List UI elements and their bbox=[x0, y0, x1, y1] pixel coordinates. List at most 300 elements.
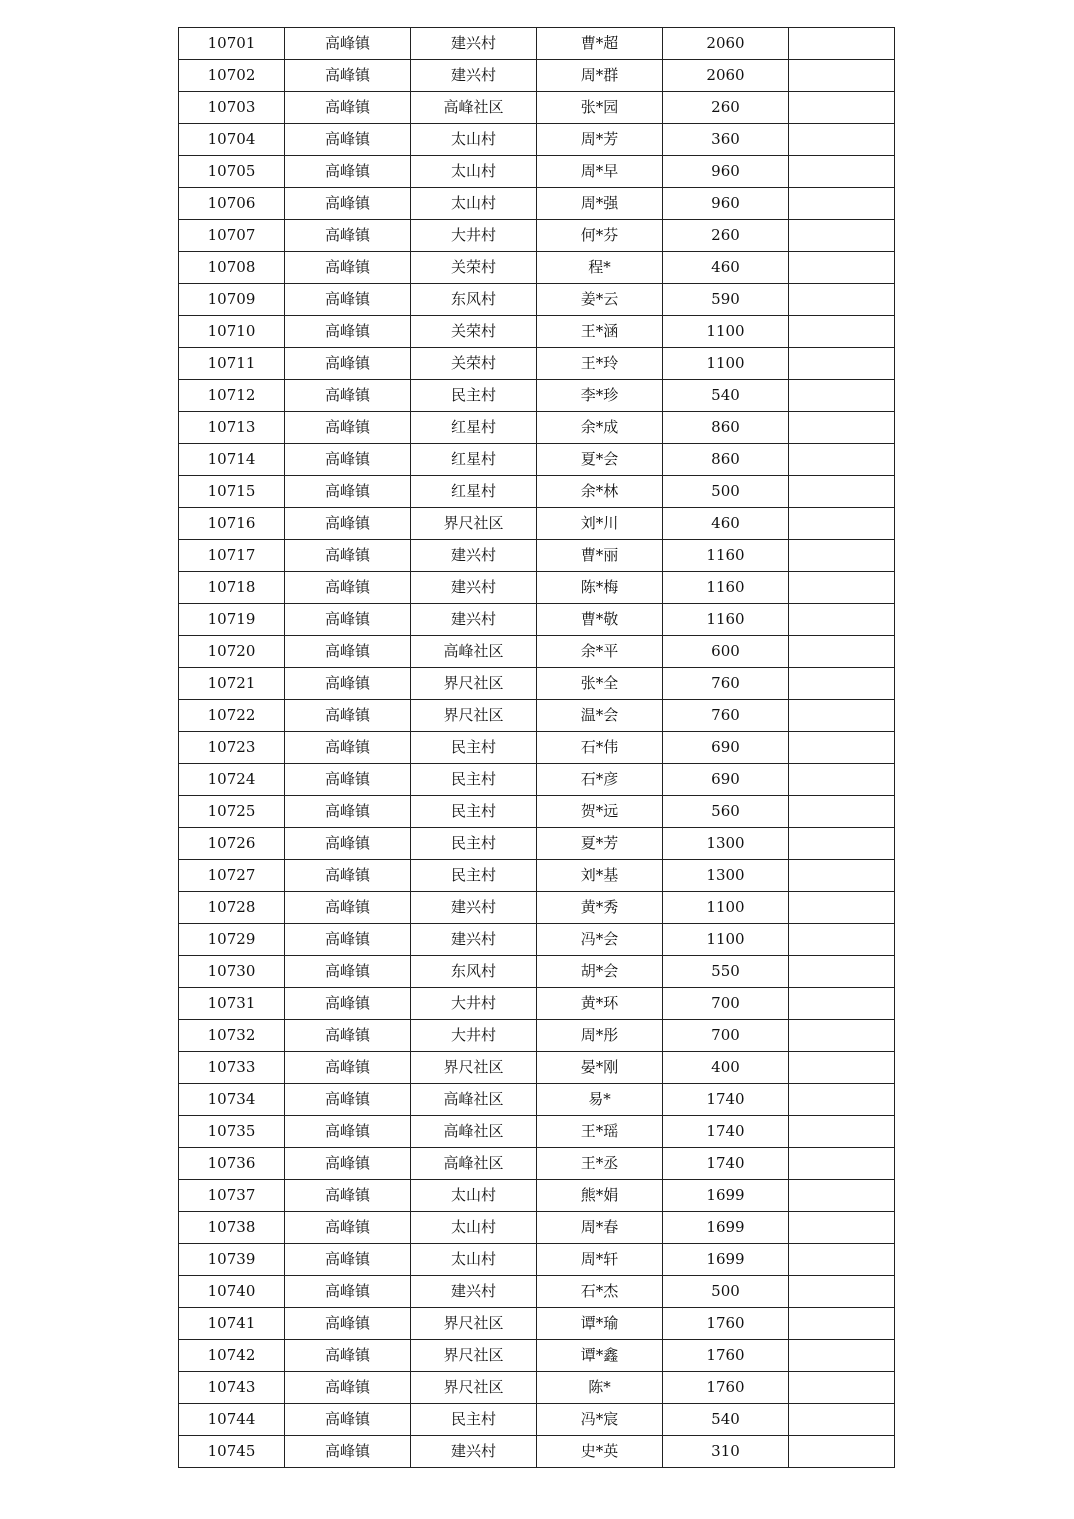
village-name-cell: 建兴村 bbox=[411, 892, 537, 924]
town-name-cell: 高峰镇 bbox=[285, 1148, 411, 1180]
table-row bbox=[179, 28, 895, 60]
village-name-cell: 太山村 bbox=[411, 124, 537, 156]
village-name-cell: 红星村 bbox=[411, 444, 537, 476]
table-row bbox=[179, 92, 895, 124]
table-row bbox=[179, 220, 895, 252]
table-row bbox=[179, 1436, 895, 1468]
table-row bbox=[179, 892, 895, 924]
village-name-cell: 界尺社区 bbox=[411, 508, 537, 540]
town-name-cell: 高峰镇 bbox=[285, 28, 411, 60]
amount-cell: 540 bbox=[663, 380, 789, 412]
town-name-cell: 高峰镇 bbox=[285, 892, 411, 924]
remark-cell bbox=[789, 796, 895, 828]
village-name-cell: 界尺社区 bbox=[411, 1308, 537, 1340]
town-name-cell: 高峰镇 bbox=[285, 988, 411, 1020]
remark-cell bbox=[789, 1276, 895, 1308]
person-name-cell: 周*芳 bbox=[537, 124, 663, 156]
town-name-cell: 高峰镇 bbox=[285, 860, 411, 892]
table-row bbox=[179, 1084, 895, 1116]
person-name-cell: 冯*宸 bbox=[537, 1404, 663, 1436]
town-name-cell: 高峰镇 bbox=[285, 828, 411, 860]
record-number-cell: 10726 bbox=[179, 828, 285, 860]
amount-cell: 760 bbox=[663, 668, 789, 700]
person-name-cell: 王*涵 bbox=[537, 316, 663, 348]
remark-cell bbox=[789, 92, 895, 124]
remark-cell bbox=[789, 1372, 895, 1404]
person-name-cell: 石*伟 bbox=[537, 732, 663, 764]
town-name-cell: 高峰镇 bbox=[285, 1276, 411, 1308]
amount-cell: 860 bbox=[663, 412, 789, 444]
table-row bbox=[179, 1052, 895, 1084]
record-number-cell: 10723 bbox=[179, 732, 285, 764]
record-number-cell: 10718 bbox=[179, 572, 285, 604]
table-row bbox=[179, 988, 895, 1020]
village-name-cell: 建兴村 bbox=[411, 924, 537, 956]
village-name-cell: 民主村 bbox=[411, 764, 537, 796]
person-name-cell: 贺*远 bbox=[537, 796, 663, 828]
record-number-cell: 10738 bbox=[179, 1212, 285, 1244]
record-number-cell: 10741 bbox=[179, 1308, 285, 1340]
person-name-cell: 周*强 bbox=[537, 188, 663, 220]
amount-cell: 600 bbox=[663, 636, 789, 668]
record-number-cell: 10743 bbox=[179, 1372, 285, 1404]
remark-cell bbox=[789, 252, 895, 284]
village-name-cell: 建兴村 bbox=[411, 1436, 537, 1468]
remark-cell bbox=[789, 860, 895, 892]
record-number-cell: 10725 bbox=[179, 796, 285, 828]
amount-cell: 760 bbox=[663, 700, 789, 732]
remark-cell bbox=[789, 572, 895, 604]
table-row bbox=[179, 1212, 895, 1244]
person-name-cell: 周*群 bbox=[537, 60, 663, 92]
village-name-cell: 大井村 bbox=[411, 220, 537, 252]
remark-cell bbox=[789, 892, 895, 924]
record-number-cell: 10739 bbox=[179, 1244, 285, 1276]
remark-cell bbox=[789, 476, 895, 508]
person-name-cell: 谭*瑜 bbox=[537, 1308, 663, 1340]
village-name-cell: 民主村 bbox=[411, 828, 537, 860]
amount-cell: 560 bbox=[663, 796, 789, 828]
record-number-cell: 10719 bbox=[179, 604, 285, 636]
table-row bbox=[179, 924, 895, 956]
town-name-cell: 高峰镇 bbox=[285, 796, 411, 828]
person-name-cell: 张*园 bbox=[537, 92, 663, 124]
table-row bbox=[179, 1244, 895, 1276]
record-number-cell: 10731 bbox=[179, 988, 285, 1020]
remark-cell bbox=[789, 732, 895, 764]
town-name-cell: 高峰镇 bbox=[285, 252, 411, 284]
person-name-cell: 易* bbox=[537, 1084, 663, 1116]
person-name-cell: 黄*秀 bbox=[537, 892, 663, 924]
remark-cell bbox=[789, 956, 895, 988]
record-number-cell: 10733 bbox=[179, 1052, 285, 1084]
person-name-cell: 陈* bbox=[537, 1372, 663, 1404]
town-name-cell: 高峰镇 bbox=[285, 444, 411, 476]
person-name-cell: 王*瑶 bbox=[537, 1116, 663, 1148]
person-name-cell: 张*全 bbox=[537, 668, 663, 700]
town-name-cell: 高峰镇 bbox=[285, 924, 411, 956]
remark-cell bbox=[789, 540, 895, 572]
remark-cell bbox=[789, 1340, 895, 1372]
record-number-cell: 10736 bbox=[179, 1148, 285, 1180]
amount-cell: 590 bbox=[663, 284, 789, 316]
record-number-cell: 10714 bbox=[179, 444, 285, 476]
remark-cell bbox=[789, 924, 895, 956]
town-name-cell: 高峰镇 bbox=[285, 604, 411, 636]
town-name-cell: 高峰镇 bbox=[285, 1244, 411, 1276]
remark-cell bbox=[789, 220, 895, 252]
amount-cell: 1699 bbox=[663, 1244, 789, 1276]
village-name-cell: 高峰社区 bbox=[411, 1148, 537, 1180]
person-name-cell: 曹*敬 bbox=[537, 604, 663, 636]
record-number-cell: 10734 bbox=[179, 1084, 285, 1116]
record-number-cell: 10721 bbox=[179, 668, 285, 700]
village-name-cell: 关荣村 bbox=[411, 316, 537, 348]
village-name-cell: 高峰社区 bbox=[411, 1116, 537, 1148]
person-name-cell: 刘*基 bbox=[537, 860, 663, 892]
record-number-cell: 10737 bbox=[179, 1180, 285, 1212]
remark-cell bbox=[789, 1244, 895, 1276]
village-name-cell: 建兴村 bbox=[411, 28, 537, 60]
amount-cell: 860 bbox=[663, 444, 789, 476]
record-number-cell: 10729 bbox=[179, 924, 285, 956]
person-name-cell: 史*英 bbox=[537, 1436, 663, 1468]
remark-cell bbox=[789, 1116, 895, 1148]
town-name-cell: 高峰镇 bbox=[285, 380, 411, 412]
town-name-cell: 高峰镇 bbox=[285, 1084, 411, 1116]
amount-cell: 2060 bbox=[663, 60, 789, 92]
village-name-cell: 太山村 bbox=[411, 156, 537, 188]
town-name-cell: 高峰镇 bbox=[285, 668, 411, 700]
amount-cell: 460 bbox=[663, 508, 789, 540]
record-number-cell: 10706 bbox=[179, 188, 285, 220]
roster-table bbox=[178, 27, 895, 1468]
person-name-cell: 黄*环 bbox=[537, 988, 663, 1020]
record-number-cell: 10716 bbox=[179, 508, 285, 540]
village-name-cell: 红星村 bbox=[411, 476, 537, 508]
village-name-cell: 红星村 bbox=[411, 412, 537, 444]
person-name-cell: 程* bbox=[537, 252, 663, 284]
record-number-cell: 10744 bbox=[179, 1404, 285, 1436]
table-row bbox=[179, 188, 895, 220]
table-row bbox=[179, 380, 895, 412]
village-name-cell: 建兴村 bbox=[411, 604, 537, 636]
record-number-cell: 10728 bbox=[179, 892, 285, 924]
table-row bbox=[179, 444, 895, 476]
town-name-cell: 高峰镇 bbox=[285, 1180, 411, 1212]
village-name-cell: 高峰社区 bbox=[411, 92, 537, 124]
person-name-cell: 余*成 bbox=[537, 412, 663, 444]
table-row bbox=[179, 572, 895, 604]
person-name-cell: 王*丞 bbox=[537, 1148, 663, 1180]
record-number-cell: 10722 bbox=[179, 700, 285, 732]
record-number-cell: 10710 bbox=[179, 316, 285, 348]
amount-cell: 310 bbox=[663, 1436, 789, 1468]
remark-cell bbox=[789, 156, 895, 188]
amount-cell: 2060 bbox=[663, 28, 789, 60]
remark-cell bbox=[789, 764, 895, 796]
village-name-cell: 东风村 bbox=[411, 284, 537, 316]
person-name-cell: 曹*丽 bbox=[537, 540, 663, 572]
table-row bbox=[179, 1148, 895, 1180]
remark-cell bbox=[789, 28, 895, 60]
village-name-cell: 太山村 bbox=[411, 1180, 537, 1212]
remark-cell bbox=[789, 1436, 895, 1468]
record-number-cell: 10735 bbox=[179, 1116, 285, 1148]
record-number-cell: 10730 bbox=[179, 956, 285, 988]
town-name-cell: 高峰镇 bbox=[285, 348, 411, 380]
town-name-cell: 高峰镇 bbox=[285, 956, 411, 988]
remark-cell bbox=[789, 1148, 895, 1180]
table-row bbox=[179, 1372, 895, 1404]
record-number-cell: 10701 bbox=[179, 28, 285, 60]
table-row bbox=[179, 284, 895, 316]
amount-cell: 500 bbox=[663, 476, 789, 508]
town-name-cell: 高峰镇 bbox=[285, 1020, 411, 1052]
record-number-cell: 10709 bbox=[179, 284, 285, 316]
person-name-cell: 周*早 bbox=[537, 156, 663, 188]
remark-cell bbox=[789, 1308, 895, 1340]
amount-cell: 260 bbox=[663, 220, 789, 252]
remark-cell bbox=[789, 1084, 895, 1116]
amount-cell: 1160 bbox=[663, 572, 789, 604]
table-row bbox=[179, 508, 895, 540]
town-name-cell: 高峰镇 bbox=[285, 124, 411, 156]
village-name-cell: 东风村 bbox=[411, 956, 537, 988]
village-name-cell: 界尺社区 bbox=[411, 668, 537, 700]
document-page bbox=[178, 27, 894, 1468]
town-name-cell: 高峰镇 bbox=[285, 572, 411, 604]
table-row bbox=[179, 1116, 895, 1148]
village-name-cell: 民主村 bbox=[411, 796, 537, 828]
village-name-cell: 太山村 bbox=[411, 188, 537, 220]
town-name-cell: 高峰镇 bbox=[285, 92, 411, 124]
amount-cell: 540 bbox=[663, 1404, 789, 1436]
person-name-cell: 王*玲 bbox=[537, 348, 663, 380]
table-row bbox=[179, 540, 895, 572]
table-row bbox=[179, 1180, 895, 1212]
amount-cell: 1740 bbox=[663, 1148, 789, 1180]
table-row bbox=[179, 604, 895, 636]
person-name-cell: 冯*会 bbox=[537, 924, 663, 956]
record-number-cell: 10713 bbox=[179, 412, 285, 444]
amount-cell: 1760 bbox=[663, 1308, 789, 1340]
table-row bbox=[179, 956, 895, 988]
amount-cell: 360 bbox=[663, 124, 789, 156]
town-name-cell: 高峰镇 bbox=[285, 1116, 411, 1148]
person-name-cell: 何*芬 bbox=[537, 220, 663, 252]
village-name-cell: 界尺社区 bbox=[411, 1372, 537, 1404]
record-number-cell: 10742 bbox=[179, 1340, 285, 1372]
table-row bbox=[179, 700, 895, 732]
town-name-cell: 高峰镇 bbox=[285, 732, 411, 764]
amount-cell: 700 bbox=[663, 988, 789, 1020]
town-name-cell: 高峰镇 bbox=[285, 1404, 411, 1436]
record-number-cell: 10720 bbox=[179, 636, 285, 668]
person-name-cell: 周*彤 bbox=[537, 1020, 663, 1052]
remark-cell bbox=[789, 316, 895, 348]
amount-cell: 400 bbox=[663, 1052, 789, 1084]
town-name-cell: 高峰镇 bbox=[285, 60, 411, 92]
remark-cell bbox=[789, 828, 895, 860]
remark-cell bbox=[789, 700, 895, 732]
amount-cell: 960 bbox=[663, 156, 789, 188]
town-name-cell: 高峰镇 bbox=[285, 220, 411, 252]
person-name-cell: 夏*芳 bbox=[537, 828, 663, 860]
record-number-cell: 10708 bbox=[179, 252, 285, 284]
remark-cell bbox=[789, 348, 895, 380]
table-row bbox=[179, 348, 895, 380]
town-name-cell: 高峰镇 bbox=[285, 316, 411, 348]
table-row bbox=[179, 60, 895, 92]
village-name-cell: 民主村 bbox=[411, 1404, 537, 1436]
amount-cell: 960 bbox=[663, 188, 789, 220]
village-name-cell: 界尺社区 bbox=[411, 1340, 537, 1372]
town-name-cell: 高峰镇 bbox=[285, 156, 411, 188]
table-row bbox=[179, 1308, 895, 1340]
person-name-cell: 余*林 bbox=[537, 476, 663, 508]
person-name-cell: 熊*娟 bbox=[537, 1180, 663, 1212]
table-row bbox=[179, 124, 895, 156]
remark-cell bbox=[789, 444, 895, 476]
village-name-cell: 大井村 bbox=[411, 1020, 537, 1052]
table-row bbox=[179, 1404, 895, 1436]
remark-cell bbox=[789, 1404, 895, 1436]
remark-cell bbox=[789, 988, 895, 1020]
amount-cell: 1100 bbox=[663, 924, 789, 956]
remark-cell bbox=[789, 668, 895, 700]
table-row bbox=[179, 1340, 895, 1372]
amount-cell: 1760 bbox=[663, 1372, 789, 1404]
person-name-cell: 胡*会 bbox=[537, 956, 663, 988]
table-row bbox=[179, 860, 895, 892]
record-number-cell: 10717 bbox=[179, 540, 285, 572]
amount-cell: 1160 bbox=[663, 540, 789, 572]
amount-cell: 700 bbox=[663, 1020, 789, 1052]
table-row bbox=[179, 156, 895, 188]
village-name-cell: 建兴村 bbox=[411, 1276, 537, 1308]
remark-cell bbox=[789, 124, 895, 156]
village-name-cell: 界尺社区 bbox=[411, 1052, 537, 1084]
amount-cell: 1740 bbox=[663, 1084, 789, 1116]
village-name-cell: 高峰社区 bbox=[411, 1084, 537, 1116]
person-name-cell: 夏*会 bbox=[537, 444, 663, 476]
village-name-cell: 太山村 bbox=[411, 1244, 537, 1276]
amount-cell: 1699 bbox=[663, 1180, 789, 1212]
amount-cell: 1100 bbox=[663, 316, 789, 348]
table-row bbox=[179, 732, 895, 764]
town-name-cell: 高峰镇 bbox=[285, 764, 411, 796]
village-name-cell: 关荣村 bbox=[411, 252, 537, 284]
table-row bbox=[179, 412, 895, 444]
amount-cell: 1100 bbox=[663, 892, 789, 924]
amount-cell: 1760 bbox=[663, 1340, 789, 1372]
town-name-cell: 高峰镇 bbox=[285, 1340, 411, 1372]
remark-cell bbox=[789, 188, 895, 220]
record-number-cell: 10745 bbox=[179, 1436, 285, 1468]
person-name-cell: 晏*刚 bbox=[537, 1052, 663, 1084]
table-row bbox=[179, 636, 895, 668]
table-row bbox=[179, 828, 895, 860]
amount-cell: 1300 bbox=[663, 860, 789, 892]
table-row bbox=[179, 764, 895, 796]
town-name-cell: 高峰镇 bbox=[285, 508, 411, 540]
person-name-cell: 姜*云 bbox=[537, 284, 663, 316]
amount-cell: 260 bbox=[663, 92, 789, 124]
amount-cell: 690 bbox=[663, 764, 789, 796]
table-row bbox=[179, 668, 895, 700]
amount-cell: 460 bbox=[663, 252, 789, 284]
roster-table-body bbox=[179, 28, 895, 1468]
town-name-cell: 高峰镇 bbox=[285, 1308, 411, 1340]
record-number-cell: 10724 bbox=[179, 764, 285, 796]
town-name-cell: 高峰镇 bbox=[285, 700, 411, 732]
person-name-cell: 石*杰 bbox=[537, 1276, 663, 1308]
person-name-cell: 周*轩 bbox=[537, 1244, 663, 1276]
remark-cell bbox=[789, 1052, 895, 1084]
record-number-cell: 10703 bbox=[179, 92, 285, 124]
remark-cell bbox=[789, 636, 895, 668]
record-number-cell: 10732 bbox=[179, 1020, 285, 1052]
remark-cell bbox=[789, 412, 895, 444]
record-number-cell: 10715 bbox=[179, 476, 285, 508]
record-number-cell: 10707 bbox=[179, 220, 285, 252]
record-number-cell: 10711 bbox=[179, 348, 285, 380]
table-row bbox=[179, 1276, 895, 1308]
amount-cell: 1300 bbox=[663, 828, 789, 860]
person-name-cell: 刘*川 bbox=[537, 508, 663, 540]
remark-cell bbox=[789, 380, 895, 412]
village-name-cell: 关荣村 bbox=[411, 348, 537, 380]
town-name-cell: 高峰镇 bbox=[285, 636, 411, 668]
amount-cell: 1699 bbox=[663, 1212, 789, 1244]
town-name-cell: 高峰镇 bbox=[285, 1372, 411, 1404]
amount-cell: 1100 bbox=[663, 348, 789, 380]
table-row bbox=[179, 252, 895, 284]
amount-cell: 550 bbox=[663, 956, 789, 988]
record-number-cell: 10702 bbox=[179, 60, 285, 92]
amount-cell: 500 bbox=[663, 1276, 789, 1308]
amount-cell: 1160 bbox=[663, 604, 789, 636]
remark-cell bbox=[789, 1180, 895, 1212]
person-name-cell: 余*平 bbox=[537, 636, 663, 668]
village-name-cell: 建兴村 bbox=[411, 572, 537, 604]
village-name-cell: 建兴村 bbox=[411, 540, 537, 572]
record-number-cell: 10705 bbox=[179, 156, 285, 188]
record-number-cell: 10712 bbox=[179, 380, 285, 412]
table-row bbox=[179, 1020, 895, 1052]
town-name-cell: 高峰镇 bbox=[285, 412, 411, 444]
remark-cell bbox=[789, 1020, 895, 1052]
village-name-cell: 界尺社区 bbox=[411, 700, 537, 732]
record-number-cell: 10727 bbox=[179, 860, 285, 892]
village-name-cell: 高峰社区 bbox=[411, 636, 537, 668]
remark-cell bbox=[789, 508, 895, 540]
village-name-cell: 民主村 bbox=[411, 860, 537, 892]
table-row bbox=[179, 476, 895, 508]
record-number-cell: 10740 bbox=[179, 1276, 285, 1308]
remark-cell bbox=[789, 604, 895, 636]
table-row bbox=[179, 316, 895, 348]
town-name-cell: 高峰镇 bbox=[285, 1436, 411, 1468]
remark-cell bbox=[789, 60, 895, 92]
town-name-cell: 高峰镇 bbox=[285, 1212, 411, 1244]
person-name-cell: 周*春 bbox=[537, 1212, 663, 1244]
amount-cell: 690 bbox=[663, 732, 789, 764]
town-name-cell: 高峰镇 bbox=[285, 476, 411, 508]
village-name-cell: 民主村 bbox=[411, 380, 537, 412]
town-name-cell: 高峰镇 bbox=[285, 188, 411, 220]
